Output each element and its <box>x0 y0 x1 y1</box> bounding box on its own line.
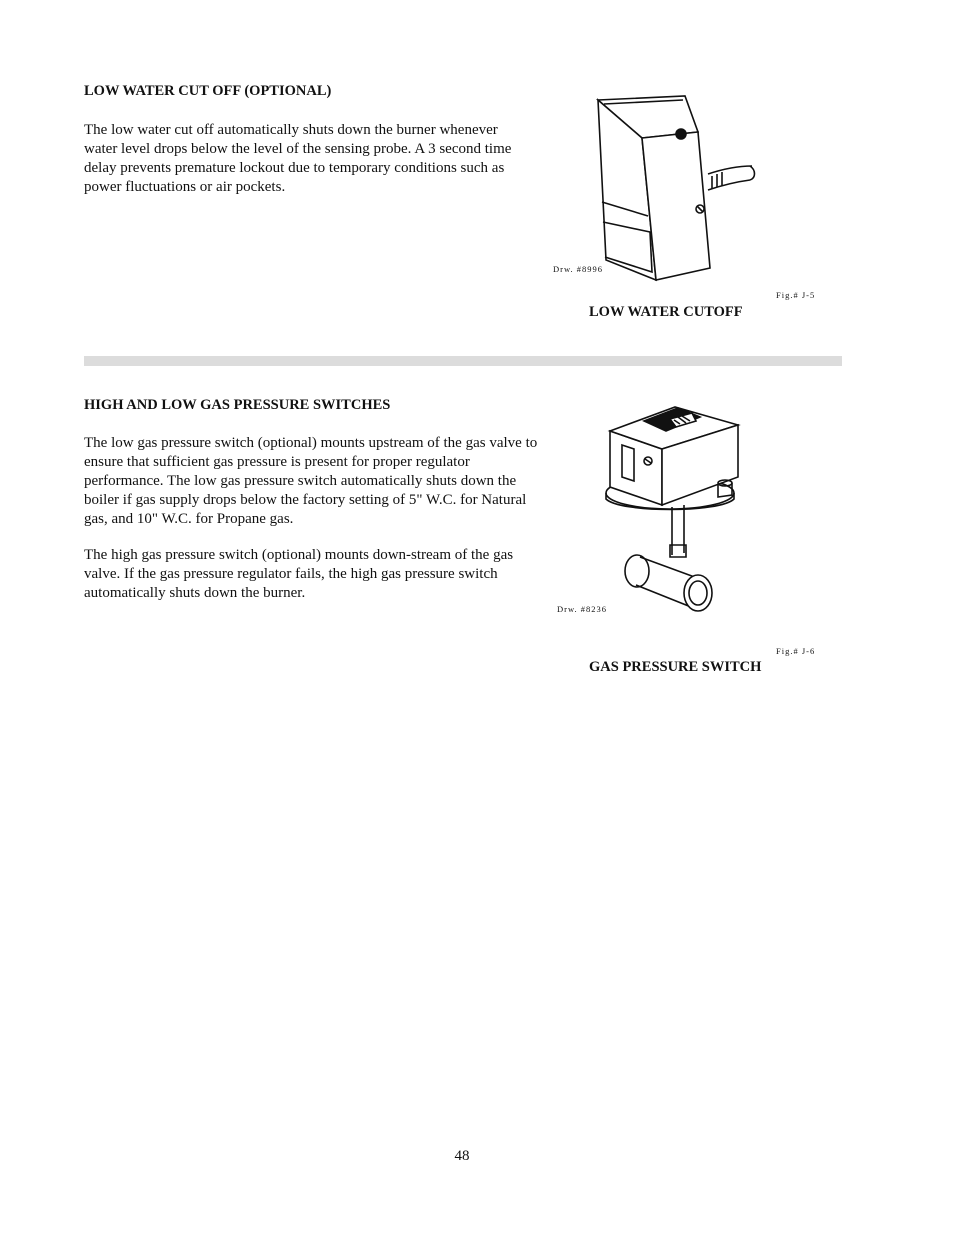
section-heading-gas-pressure-switches: HIGH AND LOW GAS PRESSURE SWITCHES <box>84 397 391 413</box>
figure-caption-low-water-cutoff: LOW WATER CUTOFF <box>589 304 743 320</box>
figure-caption-gas-pressure-switch: GAS PRESSURE SWITCH <box>589 659 762 675</box>
high-gas-pressure-description: The high gas pressure switch (optional) mounts down-stream of the gas valve. If the gas pressure regulator fails, the high gas pressure switch automatically shuts down the burner. <box>84 547 514 601</box>
low-water-cutoff-illustration <box>590 92 770 282</box>
section-divider <box>84 356 842 366</box>
drawing-number-8996: Drw. #8996 <box>553 264 604 274</box>
figure-number-j5: Fig.# J-5 <box>776 290 816 300</box>
low-water-cutoff-description: The low water cut off automatically shuts down the burner whenever water level drops below the level of the sensing probe. A 3 second time delay prevents premature lockout due to temporary conditions such as power fluctuations or air pockets. <box>84 122 512 195</box>
low-gas-pressure-description: The low gas pressure switch (optional) mounts upstream of the gas valve to ensure that sufficient gas pressure is present for proper regulator performance. The low gas pressure switch automatically shuts down the boiler if gas supply drops below the factory setting of 5" W.C. for Natural gas, and 10" W.C. for Propane gas. <box>84 435 538 527</box>
section-heading-low-water-cutoff: LOW WATER CUT OFF (OPTIONAL) <box>84 83 332 99</box>
drawing-number-8236: Drw. #8236 <box>557 604 608 614</box>
page-number: 48 <box>454 1148 470 1164</box>
gas-pressure-switch-illustration <box>600 395 760 635</box>
figure-number-j6: Fig.# J-6 <box>776 646 816 656</box>
